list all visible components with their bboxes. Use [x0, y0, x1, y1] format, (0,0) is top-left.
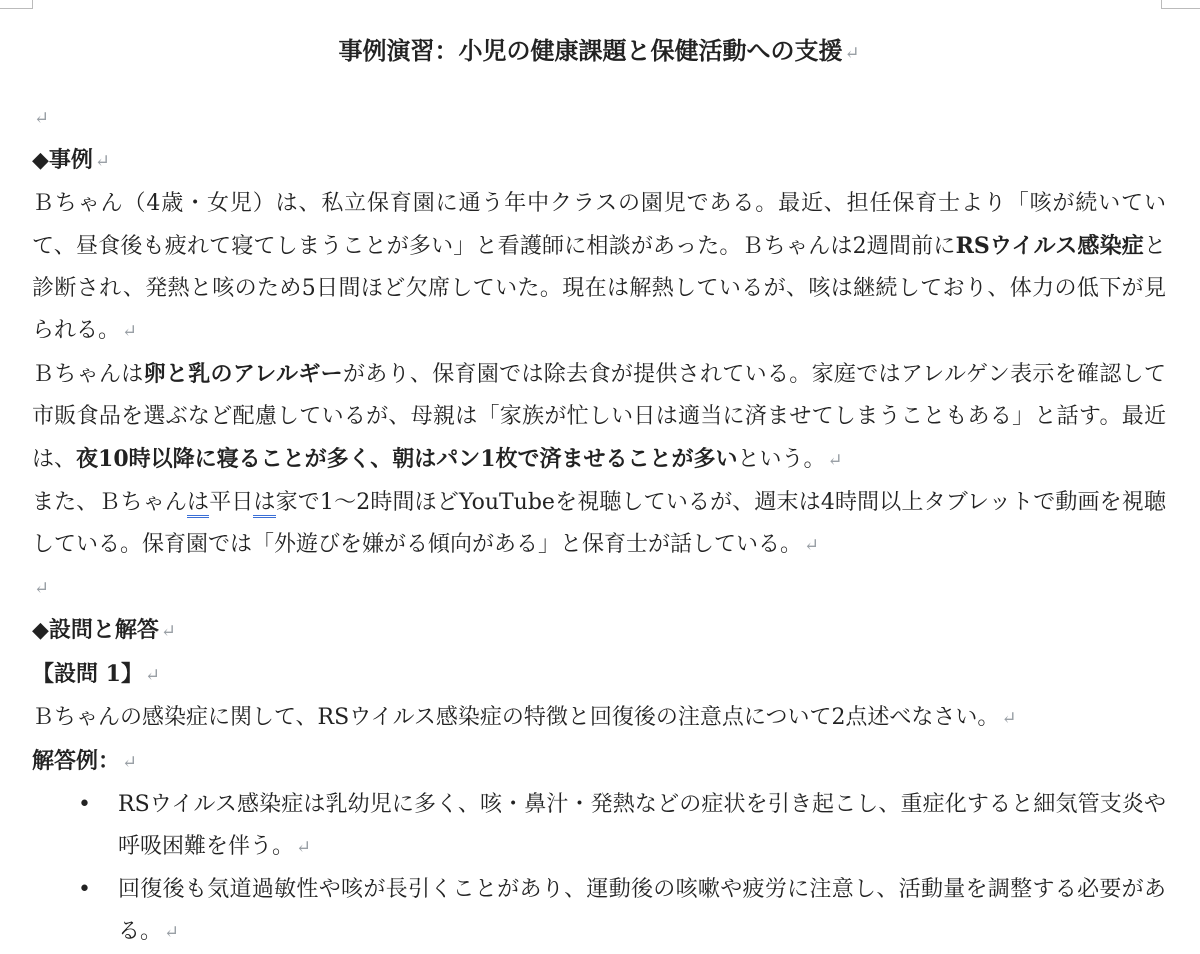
para1-bold-text: RSウイルス感染症 [955, 233, 1144, 259]
question-1-label [32, 653, 1166, 697]
answer-list [32, 784, 1166, 954]
return-mark-icon: ↵ [34, 578, 50, 599]
case-heading [32, 139, 1166, 183]
qa-heading-text: ◆設問と解答 [32, 617, 159, 643]
para2-mid-text: があり、保育園では除去食が提供されている。家庭ではアレルゲン表示を確認して市販食品を選ぶなど配慮しているが、母親は「家族が忙しい日は適当に済ませてしまうこともある」と話す。最近は、 [32, 362, 1166, 472]
return-mark-icon: ↵ [844, 43, 860, 64]
empty-line [32, 567, 1166, 609]
answer-label-text: 解答例： [32, 748, 121, 774]
para1-end-text: と診断され、発熱と咳のため5日間ほど欠席していた。現在は解熱しているが、咳は継続しており、体力の低下が見られる。 [32, 234, 1166, 343]
grammar-flag-2[interactable]: は [253, 490, 275, 518]
para3-end-text: 家で1〜2時間ほどYouTubeを視聴しているが、週末は4時間以上タブレットで動画を視聴している。保育園では「外遊びを嫌がる傾向がある」と保育士が話している。 [32, 490, 1166, 557]
bullet-icon: • [78, 792, 91, 817]
crop-mark-right [1161, 0, 1200, 9]
answer-label [32, 740, 1166, 784]
q1-label-text: 【設問 1】 [32, 661, 143, 687]
document-page [32, 28, 1166, 954]
return-mark-icon: ↵ [164, 922, 180, 943]
para3-mid-text: 平日 [209, 490, 254, 515]
answer-2-text: 回復後も気道過敏性や咳が長引くことがあり、運動後の咳嗽や疲労に注意し、活動量を調整する必要がある。 [118, 877, 1166, 944]
list-item [32, 869, 1166, 954]
case-heading-text: ◆事例 [32, 147, 93, 173]
question-1-text [32, 697, 1166, 740]
title-text: 事例演習：小児の健康課題と保健活動への支援 [338, 36, 843, 65]
case-paragraph-3 [32, 482, 1166, 567]
para2-bold-lifestyle: 夜10時以降に寝ることが多く、朝はパン1枚で済ませることが多い [76, 446, 738, 472]
return-mark-icon: ↵ [804, 535, 820, 556]
case-paragraph-2 [32, 353, 1166, 482]
crop-mark-left [0, 0, 33, 9]
return-mark-icon: ↵ [144, 665, 161, 686]
return-mark-icon: ↵ [34, 108, 50, 129]
qa-heading [32, 609, 1166, 653]
return-mark-icon: ↵ [827, 450, 843, 471]
return-mark-icon: ↵ [1001, 708, 1017, 729]
return-mark-icon: ↵ [160, 621, 177, 642]
para3-start-text: また、Ｂちゃん [32, 490, 188, 515]
document-title [32, 28, 1166, 77]
empty-line [32, 97, 1166, 139]
para2-bold-allergy: 卵と乳のアレルギー [143, 361, 343, 387]
para1-text: Ｂちゃん（4歳・女児）は、私立保育園に通う年中クラスの園児である。最近、担任保育士より「咳が続いていて、昼食後も疲れて寝てしまうことが多い」と看護師に相談があった。Ｂちゃんは2週間前に [32, 191, 1166, 259]
case-paragraph-1 [32, 183, 1166, 353]
para2-end-text: という。 [737, 447, 826, 472]
list-item [32, 784, 1166, 869]
q1-text: Ｂちゃんの感染症に関して、RSウイルス感染症の特徴と回復後の注意点について2点述べなさい。 [32, 705, 1000, 730]
grammar-flag-1[interactable]: は [187, 490, 209, 518]
return-mark-icon: ↵ [94, 151, 111, 172]
answer-1-text: RSウイルス感染症は乳幼児に多く、咳・鼻汁・発熱などの症状を引き起こし、重症化すると細気管支炎や呼吸困難を伴う。 [118, 792, 1166, 859]
return-mark-icon: ↵ [122, 752, 138, 773]
return-mark-icon: ↵ [122, 321, 138, 342]
bullet-icon: • [78, 877, 91, 902]
para2-start-text: Ｂちゃんは [32, 362, 144, 387]
return-mark-icon: ↵ [296, 837, 312, 858]
